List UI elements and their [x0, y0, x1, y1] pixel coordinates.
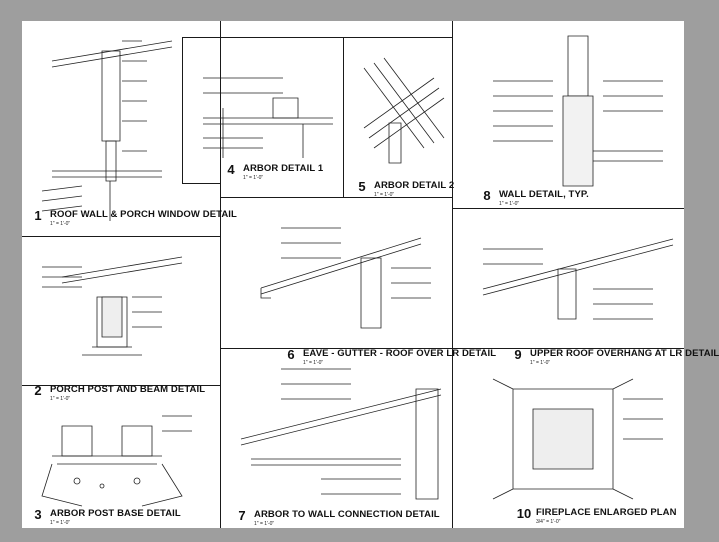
detail-number: 6: [287, 347, 295, 362]
detail-panel-9: [453, 209, 719, 366]
detail-drawing-4: [183, 38, 343, 183]
detail-number: 5: [358, 179, 366, 194]
detail-scale: 1" = 1'-0": [254, 521, 275, 527]
detail-title: PORCH POST AND BEAM DETAIL: [50, 384, 206, 395]
detail-panel-4: [183, 38, 343, 183]
detail-panel-2: [22, 237, 220, 402]
detail-number: 9: [514, 347, 522, 362]
detail-scale: 1" = 1'-0": [303, 360, 324, 366]
detail-panel-3: [22, 383, 220, 528]
detail-drawing-3: [22, 383, 220, 528]
drawing-sheet: [22, 21, 719, 528]
detail-number: 8: [483, 188, 491, 203]
detail-scale: 1" = 1'-0": [530, 360, 551, 366]
detail-number: 1: [34, 208, 42, 223]
detail-title: ARBOR DETAIL 2: [374, 180, 455, 191]
detail-number: 10: [516, 506, 532, 521]
detail-scale: 1" = 1'-0": [50, 520, 71, 526]
detail-panel-5: [344, 38, 455, 198]
detail-drawing-2: [22, 237, 220, 385]
detail-scale: 1" = 1'-0": [499, 201, 520, 207]
detail-drawing-6: [221, 198, 452, 348]
detail-drawing-5: [344, 38, 455, 197]
detail-panel-7: [221, 349, 452, 528]
detail-drawing-7: [221, 349, 452, 528]
detail-scale: 1" = 1'-0": [50, 221, 71, 227]
detail-number: 3: [34, 507, 42, 522]
detail-number: 7: [238, 508, 246, 523]
detail-drawing-9: [453, 209, 684, 348]
detail-title: ARBOR DETAIL 1: [243, 163, 324, 174]
detail-number: 4: [227, 162, 235, 177]
detail-title: ARBOR POST BASE DETAIL: [50, 508, 181, 519]
detail-drawing-10: [453, 349, 684, 528]
detail-title: ROOF WALL & PORCH WINDOW DETAIL: [50, 209, 237, 220]
detail-drawing-8: [453, 21, 684, 208]
detail-title: WALL DETAIL, TYP.: [499, 189, 589, 200]
detail-title: EAVE - GUTTER - ROOF OVER LR DETAIL: [303, 348, 497, 359]
detail-title: ARBOR TO WALL CONNECTION DETAIL: [254, 509, 440, 520]
detail-title: UPPER ROOF OVERHANG AT LR DETAIL: [530, 348, 719, 359]
detail-panel-6: [221, 198, 497, 366]
detail-scale: 1" = 1'-0": [374, 192, 395, 198]
detail-title: FIREPLACE ENLARGED PLAN: [536, 507, 677, 518]
detail-panel-8: [453, 21, 684, 208]
detail-panel-10: [453, 349, 684, 528]
detail-scale: 3/4" = 1'-0": [536, 519, 561, 525]
detail-number: 2: [34, 383, 42, 398]
detail-scale: 1" = 1'-0": [50, 396, 71, 402]
detail-scale: 1" = 1'-0": [243, 175, 264, 181]
